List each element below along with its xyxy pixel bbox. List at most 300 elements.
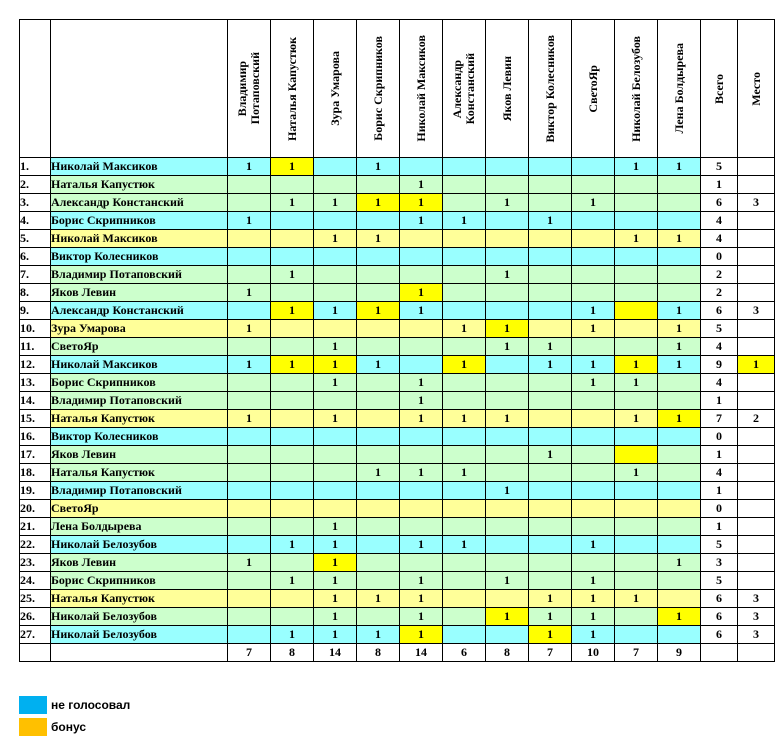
row-name: Виктор Колесников — [51, 428, 228, 446]
vote-cell — [572, 410, 615, 428]
header-blank-name — [51, 20, 228, 158]
column-header-label: Николай Максиков — [413, 35, 428, 142]
row-number: 11. — [20, 338, 51, 356]
row-name: Николай Белозубов — [51, 536, 228, 554]
vote-cell — [486, 302, 529, 320]
footer-blank-place — [738, 644, 775, 662]
vote-cell — [271, 464, 314, 482]
row-name: Лена Болдырева — [51, 518, 228, 536]
vote-cell: 1 — [400, 284, 443, 302]
row-name: Наталья Капустюк — [51, 464, 228, 482]
vote-cell — [400, 428, 443, 446]
vote-cell: 1 — [228, 284, 271, 302]
vote-cell: 1 — [357, 194, 400, 212]
footer-blank-num — [20, 644, 51, 662]
row-place — [738, 248, 775, 266]
row-place — [738, 428, 775, 446]
row-place — [738, 518, 775, 536]
vote-cell — [572, 284, 615, 302]
row-total: 1 — [701, 482, 738, 500]
vote-cell — [615, 428, 658, 446]
vote-cell: 1 — [271, 194, 314, 212]
vote-cell — [572, 230, 615, 248]
column-header-label: Зура Умарова — [327, 51, 342, 126]
legend-bonus-label: бонус — [51, 720, 87, 734]
vote-cell — [271, 428, 314, 446]
table-body — [20, 158, 775, 662]
vote-cell — [572, 446, 615, 464]
vote-cell: 1 — [443, 320, 486, 338]
vote-cell — [658, 464, 701, 482]
vote-cell — [529, 248, 572, 266]
vote-cell — [529, 428, 572, 446]
vote-cell — [658, 446, 701, 464]
vote-cell — [228, 248, 271, 266]
row-name: Яков Левин — [51, 446, 228, 464]
vote-cell — [615, 518, 658, 536]
table-row — [20, 590, 775, 608]
vote-cell — [529, 230, 572, 248]
column-total: 14 — [314, 644, 357, 662]
vote-cell — [271, 446, 314, 464]
table-row — [20, 212, 775, 230]
vote-cell: 1 — [228, 158, 271, 176]
vote-cell — [314, 248, 357, 266]
row-number: 18. — [20, 464, 51, 482]
column-header-label: Виктор Колесников — [542, 34, 557, 143]
vote-cell: 1 — [314, 230, 357, 248]
vote-cell — [228, 392, 271, 410]
row-name: Борис Скрипников — [51, 212, 228, 230]
vote-cell: 1 — [314, 536, 357, 554]
vote-cell: 1 — [658, 158, 701, 176]
vote-cell — [658, 374, 701, 392]
vote-cell — [486, 374, 529, 392]
row-place — [738, 464, 775, 482]
row-total: 1 — [701, 446, 738, 464]
vote-cell: 1 — [400, 302, 443, 320]
column-header — [357, 20, 400, 158]
vote-cell — [271, 392, 314, 410]
vote-cell: 1 — [314, 608, 357, 626]
vote-cell — [615, 536, 658, 554]
row-total: 0 — [701, 428, 738, 446]
row-number: 23. — [20, 554, 51, 572]
row-place: 3 — [738, 194, 775, 212]
vote-cell: 1 — [314, 302, 357, 320]
vote-cell: 1 — [400, 194, 443, 212]
vote-cell: 1 — [357, 356, 400, 374]
row-name: Наталья Капустюк — [51, 176, 228, 194]
vote-cell — [615, 338, 658, 356]
vote-cell: 1 — [658, 230, 701, 248]
row-number: 16. — [20, 428, 51, 446]
row-name: Владимир Потаповский — [51, 482, 228, 500]
vote-cell — [400, 446, 443, 464]
vote-cell — [615, 392, 658, 410]
vote-cell — [357, 572, 400, 590]
vote-cell — [572, 158, 615, 176]
row-name: Николай Белозубов — [51, 626, 228, 644]
column-total: 8 — [271, 644, 314, 662]
vote-cell: 1 — [443, 536, 486, 554]
table-row — [20, 392, 775, 410]
legend-bonus-swatch — [19, 718, 47, 736]
row-number: 17. — [20, 446, 51, 464]
vote-cell — [357, 428, 400, 446]
vote-cell: 1 — [443, 356, 486, 374]
table-row — [20, 536, 775, 554]
vote-cell — [658, 248, 701, 266]
table-row — [20, 518, 775, 536]
row-number: 1. — [20, 158, 51, 176]
row-total: 5 — [701, 536, 738, 554]
vote-cell: 1 — [314, 626, 357, 644]
row-place — [738, 284, 775, 302]
row-number: 24. — [20, 572, 51, 590]
vote-cell — [529, 536, 572, 554]
vote-cell — [529, 500, 572, 518]
table-row — [20, 320, 775, 338]
row-name: Зура Умарова — [51, 320, 228, 338]
vote-cell — [357, 500, 400, 518]
vote-cell: 1 — [400, 572, 443, 590]
row-name: Александр Констанский — [51, 302, 228, 320]
vote-cell — [572, 392, 615, 410]
vote-cell — [443, 158, 486, 176]
vote-cell — [228, 500, 271, 518]
vote-cell — [271, 410, 314, 428]
vote-cell — [314, 428, 357, 446]
row-total: 5 — [701, 572, 738, 590]
row-place — [738, 158, 775, 176]
vote-cell: 1 — [314, 338, 357, 356]
vote-cell — [658, 590, 701, 608]
vote-cell — [486, 536, 529, 554]
vote-cell: 1 — [658, 320, 701, 338]
vote-cell — [314, 212, 357, 230]
column-header — [228, 20, 271, 158]
column-header-label: Александр Констанский — [450, 52, 477, 125]
vote-cell — [314, 392, 357, 410]
vote-cell — [486, 356, 529, 374]
vote-cell — [400, 554, 443, 572]
vote-cell — [529, 518, 572, 536]
table-row — [20, 176, 775, 194]
vote-cell: 1 — [615, 374, 658, 392]
vote-cell: 1 — [228, 320, 271, 338]
vote-cell: 1 — [658, 608, 701, 626]
row-place — [738, 572, 775, 590]
row-number: 4. — [20, 212, 51, 230]
row-total: 2 — [701, 266, 738, 284]
row-number: 15. — [20, 410, 51, 428]
row-name: Николай Максиков — [51, 158, 228, 176]
vote-cell: 1 — [529, 590, 572, 608]
vote-cell — [357, 284, 400, 302]
vote-cell — [486, 158, 529, 176]
vote-cell: 1 — [357, 590, 400, 608]
vote-cell: 1 — [486, 482, 529, 500]
vote-cell: 1 — [529, 626, 572, 644]
row-name: Виктор Колесников — [51, 248, 228, 266]
vote-cell — [486, 284, 529, 302]
row-name: Яков Левин — [51, 554, 228, 572]
vote-cell: 1 — [400, 590, 443, 608]
vote-cell — [228, 230, 271, 248]
vote-cell — [443, 446, 486, 464]
row-number: 8. — [20, 284, 51, 302]
vote-cell — [615, 482, 658, 500]
vote-cell: 1 — [314, 356, 357, 374]
vote-cell — [271, 212, 314, 230]
vote-cell — [443, 554, 486, 572]
vote-cell — [400, 356, 443, 374]
vote-cell — [443, 518, 486, 536]
vote-cell — [228, 626, 271, 644]
header-row — [20, 20, 775, 158]
vote-cell: 1 — [271, 626, 314, 644]
row-name: Николай Белозубов — [51, 608, 228, 626]
vote-cell — [615, 500, 658, 518]
row-number: 10. — [20, 320, 51, 338]
vote-cell — [486, 446, 529, 464]
vote-cell — [658, 626, 701, 644]
table-row — [20, 626, 775, 644]
vote-cell — [357, 446, 400, 464]
vote-cell: 1 — [486, 266, 529, 284]
vote-cell: 1 — [400, 374, 443, 392]
vote-cell — [357, 212, 400, 230]
row-place — [738, 446, 775, 464]
vote-cell — [357, 410, 400, 428]
row-name: СветоЯр — [51, 338, 228, 356]
vote-cell — [314, 464, 357, 482]
vote-cell: 1 — [529, 212, 572, 230]
column-total: 8 — [357, 644, 400, 662]
vote-cell: 1 — [572, 374, 615, 392]
vote-cell — [357, 536, 400, 554]
vote-cell: 1 — [529, 608, 572, 626]
vote-cell: 1 — [572, 320, 615, 338]
vote-cell — [572, 176, 615, 194]
row-number: 9. — [20, 302, 51, 320]
footer-blank-name — [51, 644, 228, 662]
vote-cell — [400, 158, 443, 176]
vote-cell: 1 — [400, 608, 443, 626]
row-total: 4 — [701, 230, 738, 248]
vote-cell: 1 — [572, 302, 615, 320]
column-header-label: СветоЯр — [585, 64, 600, 113]
vote-cell — [529, 464, 572, 482]
vote-cell — [615, 320, 658, 338]
row-total: 7 — [701, 410, 738, 428]
vote-cell: 1 — [615, 356, 658, 374]
vote-cell — [314, 176, 357, 194]
table-row — [20, 248, 775, 266]
vote-cell — [572, 518, 615, 536]
vote-cell: 1 — [400, 464, 443, 482]
vote-cell — [658, 392, 701, 410]
vote-cell — [615, 194, 658, 212]
vote-cell: 1 — [271, 572, 314, 590]
table-row — [20, 428, 775, 446]
vote-cell: 1 — [658, 356, 701, 374]
vote-cell — [486, 590, 529, 608]
vote-cell — [228, 608, 271, 626]
vote-cell: 1 — [572, 608, 615, 626]
vote-cell: 1 — [400, 626, 443, 644]
column-total: 6 — [443, 644, 486, 662]
vote-cell — [572, 338, 615, 356]
vote-cell — [658, 284, 701, 302]
vote-cell: 1 — [658, 338, 701, 356]
column-header — [572, 20, 615, 158]
vote-cell: 1 — [400, 410, 443, 428]
vote-cell — [572, 428, 615, 446]
vote-cell: 1 — [357, 302, 400, 320]
column-header-label: Николай Белозубов — [628, 35, 643, 142]
vote-cell — [400, 500, 443, 518]
row-total: 6 — [701, 302, 738, 320]
vote-cell — [658, 500, 701, 518]
row-number: 7. — [20, 266, 51, 284]
vote-cell: 1 — [529, 338, 572, 356]
vote-cell — [486, 518, 529, 536]
column-header — [271, 20, 314, 158]
row-name: Николай Максиков — [51, 356, 228, 374]
row-place — [738, 176, 775, 194]
row-number: 14. — [20, 392, 51, 410]
row-number: 5. — [20, 230, 51, 248]
vote-cell — [529, 410, 572, 428]
vote-cell: 1 — [400, 392, 443, 410]
vote-cell: 1 — [572, 626, 615, 644]
vote-cell: 1 — [486, 608, 529, 626]
row-number: 12. — [20, 356, 51, 374]
vote-cell — [443, 284, 486, 302]
column-header-label: Борис Скрипников — [370, 36, 385, 141]
column-header — [400, 20, 443, 158]
vote-cell: 1 — [314, 410, 357, 428]
vote-cell — [400, 230, 443, 248]
vote-cell — [357, 266, 400, 284]
vote-cell — [400, 248, 443, 266]
vote-cell — [314, 266, 357, 284]
vote-cell — [443, 572, 486, 590]
vote-cell — [228, 194, 271, 212]
vote-cell: 1 — [228, 554, 271, 572]
vote-cell — [443, 590, 486, 608]
table-row — [20, 554, 775, 572]
row-name: Наталья Капустюк — [51, 410, 228, 428]
table-row — [20, 482, 775, 500]
vote-cell — [271, 608, 314, 626]
vote-cell — [658, 194, 701, 212]
vote-cell: 1 — [486, 338, 529, 356]
row-total: 4 — [701, 464, 738, 482]
vote-cell — [615, 302, 658, 320]
column-header — [529, 20, 572, 158]
column-header — [314, 20, 357, 158]
vote-cell — [228, 536, 271, 554]
vote-cell — [529, 302, 572, 320]
row-place — [738, 266, 775, 284]
row-total: 0 — [701, 248, 738, 266]
vote-cell: 1 — [615, 230, 658, 248]
row-place — [738, 392, 775, 410]
vote-cell: 1 — [658, 410, 701, 428]
row-total: 3 — [701, 554, 738, 572]
legend-not-voted — [19, 696, 130, 714]
vote-cell — [271, 500, 314, 518]
row-number: 2. — [20, 176, 51, 194]
vote-cell — [529, 284, 572, 302]
vote-cell — [486, 212, 529, 230]
row-total: 1 — [701, 518, 738, 536]
vote-cell — [357, 518, 400, 536]
row-place — [738, 500, 775, 518]
column-total: 7 — [615, 644, 658, 662]
vote-cell — [658, 536, 701, 554]
legend-not-voted-swatch — [19, 696, 47, 714]
row-total: 0 — [701, 500, 738, 518]
vote-cell — [400, 482, 443, 500]
vote-cell: 1 — [314, 572, 357, 590]
row-number: 6. — [20, 248, 51, 266]
vote-cell: 1 — [271, 356, 314, 374]
vote-cell — [529, 482, 572, 500]
vote-cell — [529, 572, 572, 590]
vote-cell: 1 — [314, 590, 357, 608]
total-header — [701, 20, 738, 158]
vote-cell — [228, 176, 271, 194]
footer-row — [20, 644, 775, 662]
row-place — [738, 338, 775, 356]
vote-cell — [357, 248, 400, 266]
vote-cell — [271, 590, 314, 608]
vote-cell: 1 — [314, 554, 357, 572]
row-total: 4 — [701, 338, 738, 356]
vote-cell — [271, 176, 314, 194]
row-total: 6 — [701, 626, 738, 644]
vote-cell — [615, 572, 658, 590]
vote-cell: 1 — [615, 590, 658, 608]
row-total: 2 — [701, 284, 738, 302]
row-place: 2 — [738, 410, 775, 428]
table-row — [20, 230, 775, 248]
row-number: 21. — [20, 518, 51, 536]
vote-cell: 1 — [529, 446, 572, 464]
vote-cell: 1 — [443, 410, 486, 428]
vote-cell — [529, 194, 572, 212]
vote-cell — [443, 266, 486, 284]
vote-cell — [443, 338, 486, 356]
vote-cell: 1 — [271, 302, 314, 320]
place-header-label: Место — [748, 71, 763, 106]
vote-cell: 1 — [314, 518, 357, 536]
vote-cell: 1 — [572, 536, 615, 554]
vote-cell: 1 — [572, 590, 615, 608]
vote-cell: 1 — [486, 410, 529, 428]
row-name: Борис Скрипников — [51, 374, 228, 392]
row-number: 27. — [20, 626, 51, 644]
vote-cell — [271, 338, 314, 356]
vote-cell — [228, 518, 271, 536]
vote-cell — [529, 266, 572, 284]
vote-cell — [615, 608, 658, 626]
vote-cell — [228, 572, 271, 590]
